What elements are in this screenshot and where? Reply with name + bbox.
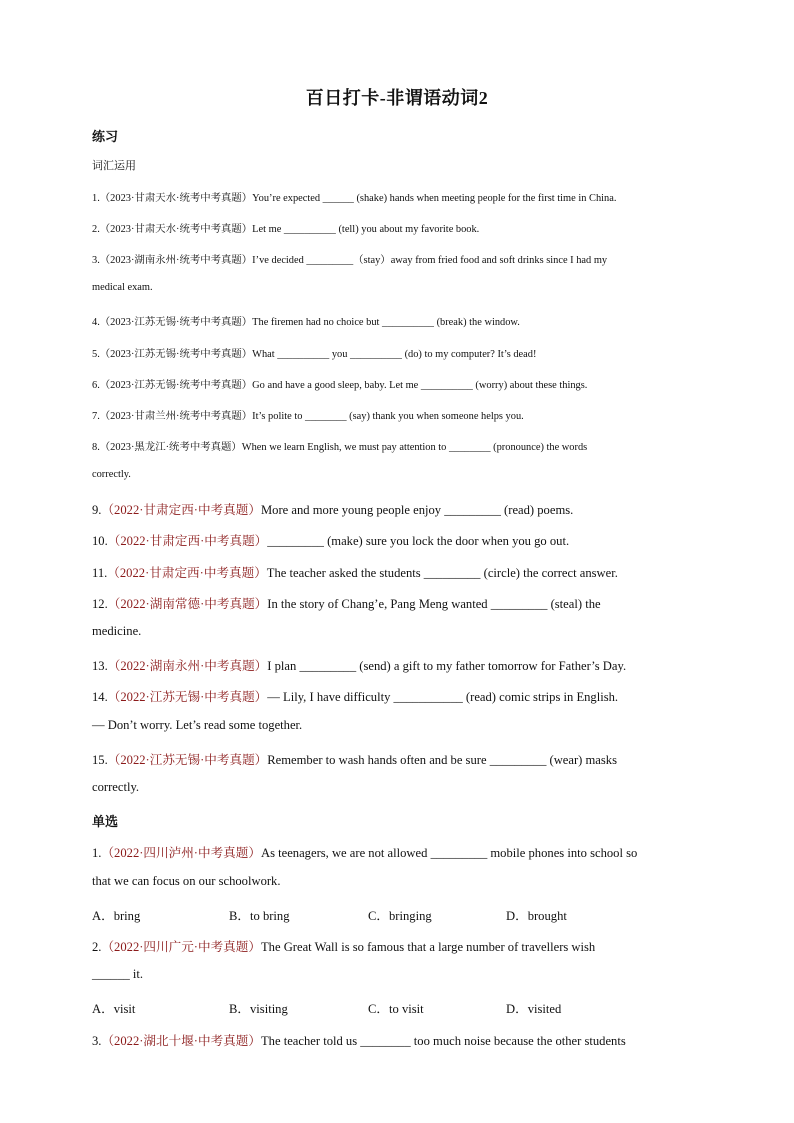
question-number: 1. (92, 846, 102, 860)
question-line: 3.（2023·湖南永州·统考中考真题）I’ve decided _________（stay）away from fried food and soft drinks since I had my (92, 255, 608, 266)
question-number: 10. (92, 534, 108, 548)
question-number: 11. (92, 566, 108, 580)
question-line-cont: medicine. (92, 624, 142, 638)
question-line: 6.（2023·江苏无锡·统考中考真题）Go and have a good sleep, baby. Let me __________ (worry) about these things. (92, 380, 588, 391)
question-line: 2.（2023·甘肃天水·统考中考真题）Let me __________ (tell) you about my favorite book. (92, 224, 480, 235)
page-title: 百日打卡-非谓语动词2 (305, 88, 489, 108)
question-line (92, 686, 618, 705)
question-text: The teacher told us ________ too much noise because the other students (260, 1034, 626, 1048)
question-text: More and more young people enjoy _________ (read) poems. (260, 503, 574, 517)
option-b: B．visiting (229, 1002, 288, 1016)
question-text: In the story of Chang’e, Pang Meng wanted _________ (steal) the (267, 597, 601, 611)
question-number: 12. (92, 597, 108, 611)
question-line-cont: that we can focus on our schoolwork. (92, 874, 281, 888)
question-line: 4.（2023·江苏无锡·统考中考真题）The firemen had no choice but __________ (break) the window. (92, 317, 520, 328)
question-text: The teacher asked the students _________ (circle) the correct answer. (266, 566, 618, 580)
question-line (92, 562, 618, 581)
question-source: （2022·四川泸州·中考真题） (101, 846, 261, 860)
section-heading-mc: 单选 (92, 814, 119, 829)
question-line (92, 499, 573, 518)
question-number: 14. (92, 690, 108, 704)
question-number: 3. (92, 1034, 102, 1048)
section-heading-vocab: 词汇运用 (92, 160, 136, 172)
question-text: I plan _________ (send) a gift to my father tomorrow for Father’s Day. (267, 659, 627, 673)
question-source: （2022·四川广元·中考真题） (101, 940, 261, 954)
question-line-cont: correctly. (92, 469, 131, 480)
question-line: 7.（2023·甘肃兰州·统考中考真题）It’s polite to ________ (say) thank you when someone helps you. (92, 411, 524, 422)
question-line: 8.（2023·黑龙江·统考中考真题）When we learn English, we must pay attention to ________ (pronounce) the words (92, 442, 588, 453)
option-b: B．to bring (229, 909, 290, 923)
question-source: （2022·湖南常德·中考真题） (107, 597, 268, 611)
option-d: D．brought (506, 909, 567, 923)
question-text: Remember to wash hands often and be sure _________ (wear) masks (267, 753, 618, 767)
question-number: 9. (92, 503, 102, 517)
question-source: （2022·甘肃定西·中考真题） (107, 534, 268, 548)
option-c: C．to visit (368, 1002, 424, 1016)
question-line: 1.（2023·甘肃天水·统考中考真题）You’re expected ______ (shake) hands when meeting people for the first time in China. (92, 193, 617, 204)
question-line (92, 593, 601, 612)
question-text: The Great Wall is so famous that a large number of travellers wish (260, 940, 596, 954)
question-line: 5.（2023·江苏无锡·统考中考真题）What __________ you __________ (do) to my computer? It’s dead! (92, 349, 537, 360)
question-line (92, 749, 617, 768)
question-line (92, 530, 569, 549)
question-line-cont: — Don’t worry. Let’s read some together. (92, 718, 303, 732)
question-text: As teenagers, we are not allowed _________ mobile phones into school so (260, 846, 638, 860)
question-line (92, 842, 637, 861)
question-line-cont: correctly. (92, 780, 140, 794)
question-line (92, 655, 626, 674)
option-d: D．visited (506, 1002, 562, 1016)
question-line-cont: medical exam. (92, 282, 153, 293)
question-text: — Lily, I have difficulty ___________ (read) comic strips in English. (267, 690, 619, 704)
question-line-cont: ______ it. (92, 967, 144, 981)
section-heading-practice: 练习 (92, 129, 119, 144)
question-source: （2022·江苏无锡·中考真题） (107, 753, 268, 767)
option-a: A．visit (92, 1002, 136, 1016)
question-source: （2022·湖北十堰·中考真题） (101, 1034, 261, 1048)
question-number: 15. (92, 753, 108, 767)
question-number: 2. (92, 940, 102, 954)
question-number: 13. (92, 659, 108, 673)
question-line (92, 936, 595, 955)
option-a: A．bring (92, 909, 141, 923)
question-line (92, 1030, 626, 1049)
question-source: （2022·甘肃定西·中考真题） (101, 503, 261, 517)
question-source: （2022·湖南永州·中考真题） (107, 659, 268, 673)
question-text: _________ (make) sure you lock the door when you go out. (267, 534, 570, 548)
question-source: （2022·江苏无锡·中考真题） (107, 690, 268, 704)
option-c: C．bringing (368, 909, 432, 923)
question-source: （2022·甘肃定西·中考真题） (107, 566, 267, 580)
